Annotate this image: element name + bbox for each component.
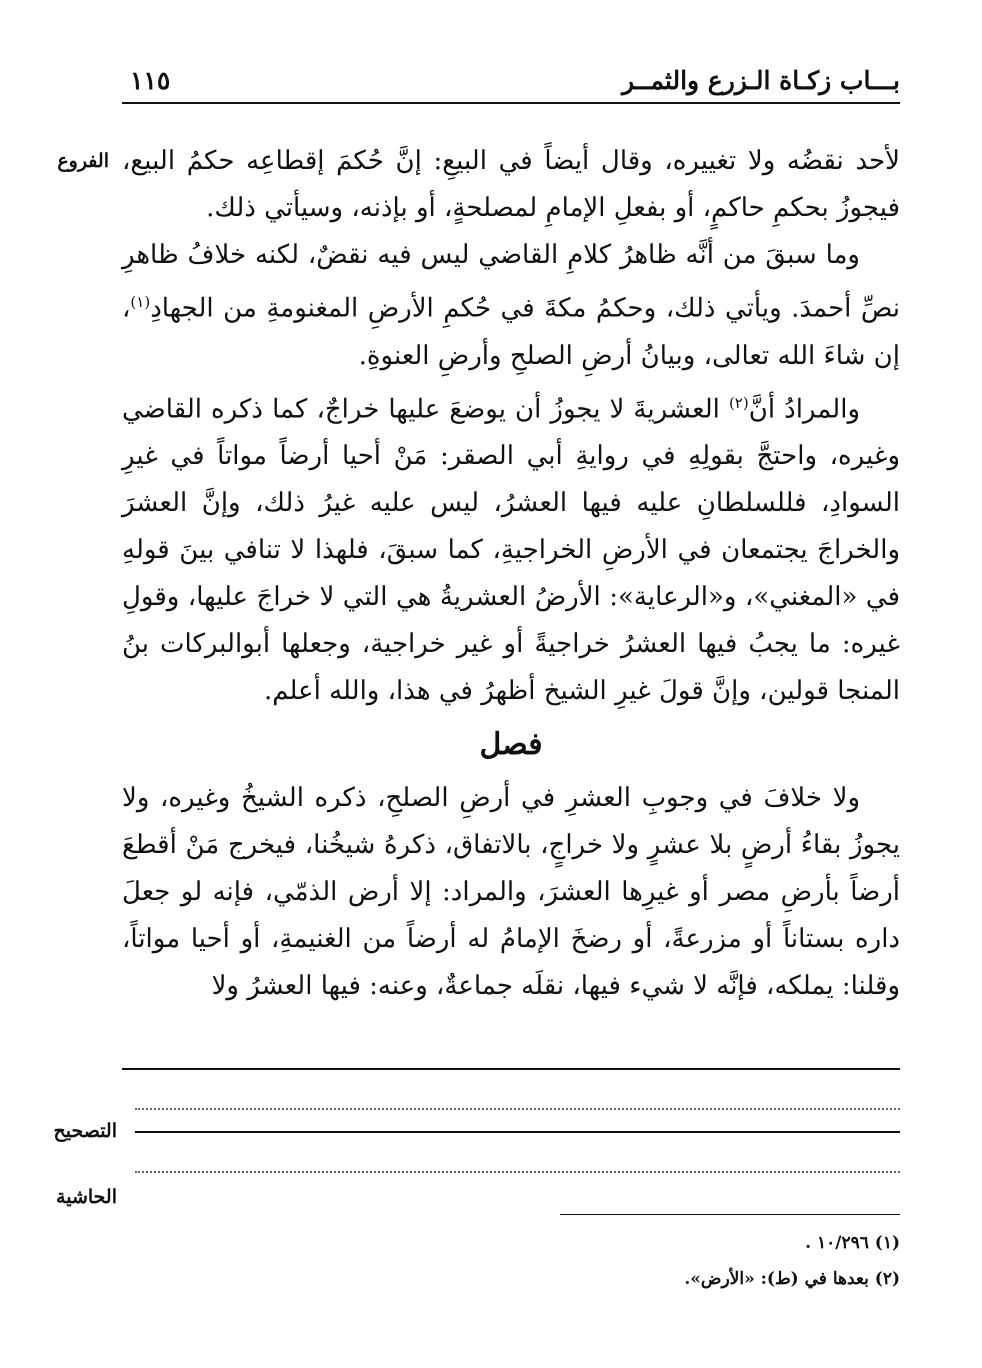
- tashih-dotted-line-1: [135, 1108, 900, 1110]
- paragraph-4: ولا خلافَ في وجوبِ العشرِ في أرضِ الصلحِ، ذكره الشيخُ وغيره، ولا يجوزُ بقاءُ أرضٍ بلا عشرٍ ولا خراجٍ، بالاتفاق، ذكرهُ شيخُنا، فيخرج مَنْ أقطعَ أرضاً بأرضِ مصر أو غيرِها العشرَ، والمراد: إلا أرض الذمّي، فإنه لو جعلَ داره بستاناً أو مزرعةً، أو رضخَ الإمامُ له أرضاً من الغنيمةِ، أو أحيا مواتاً، وقلنا: يملكه، فإنَّه لا شيء فيها، نقلَه جماعةٌ، وعنه: فيها العشرُ ولا: [122, 783, 900, 1002]
- footnote-2: (٢) بعدها في (ط): «الأرض».: [684, 1269, 900, 1289]
- margin-label-furu: الفروع: [57, 150, 109, 172]
- text-end-rule: [122, 1068, 900, 1070]
- footnote-1: (١) ١٠/٢٩٦ .: [805, 1233, 900, 1253]
- chapter-title: بـــاب زكـاة الـزرع والثمــر: [622, 66, 900, 95]
- paragraph-3: [122, 380, 900, 716]
- running-header: [122, 62, 900, 104]
- paragraph-2-text-a: وما سبقَ من أنَّه ظاهرُ كلامِ القاضي ليس فيه نقضٌ، لكنه خلافُ ظاهرِ نصِّ أحمدَ. ويأتي ذلك، وحكمُ مكةَ في حُكمِ الأرضِ المغنومةِ من الجهادِ: [122, 240, 900, 324]
- footnote-ref-2[interactable]: (٢): [728, 393, 749, 412]
- page-number: ١١٥: [130, 66, 171, 95]
- footnote-separator: [560, 1214, 900, 1215]
- margin-label-tashih: التصحيح: [53, 1120, 117, 1142]
- tashih-dotted-line-2: [135, 1171, 900, 1173]
- paragraph-3-text-a: والمرادُ أنَّ: [748, 394, 861, 425]
- section-heading: فصل: [479, 727, 543, 763]
- paragraph-1: لأحد نقضُه ولا تغييره، وقال أيضاً في البيعِ: إنَّ حُكمَ إقطاعِه حكمُ البيع، فيجوزُ بحكمِ حاكمٍ، أو بفعلِ الإمامِ لمصلحةٍ، أو بإذنه، وسيأتي ذلك.: [122, 146, 900, 223]
- paragraph-2-text-b: ، إن شاءَ الله تعالى، وبيانُ أرضِ الصلحِ وأرضِ العنوةِ.: [122, 293, 900, 371]
- paragraph-2: [122, 232, 900, 380]
- main-text: [122, 138, 900, 1010]
- paragraph-3-text-b: العشريةَ لا يجوزُ أن يوضعَ عليها خراجٌ، كما ذكره القاضي وغيره، واحتجَّ بقولِهِ في روايةِ أبي الصقر: مَنْ أحيا أرضاً مواتاً في غيرِ السوادِ، فللسلطانِ عليه فيها العشرُ، ليس عليه غيرُ ذلك، وإنَّ العشرَ والخراجَ يجتمعان في الأرضِ الخراجيةِ، كما سبقَ، فلهذا لا تنافي بينَ قولهِ في «المغني»، و«الرعاية»: الأرضُ العشريةُ هي التي لا خراجَ عليها، وقولِ غيره: ما يجبُ فيها العشرُ خراجيةً أو غير خراجية، وجعلها أبوالبركات بنُ المنجا قولين، وإنَّ قولَ غيرِ الشيخ أظهرُ في هذا، والله أعلم.: [122, 394, 900, 707]
- tashih-solid-line: [135, 1131, 900, 1133]
- margin-label-hashiya: الحاشية: [56, 1186, 117, 1208]
- footnote-ref-1[interactable]: (١): [130, 293, 151, 311]
- footnotes: [122, 1225, 900, 1297]
